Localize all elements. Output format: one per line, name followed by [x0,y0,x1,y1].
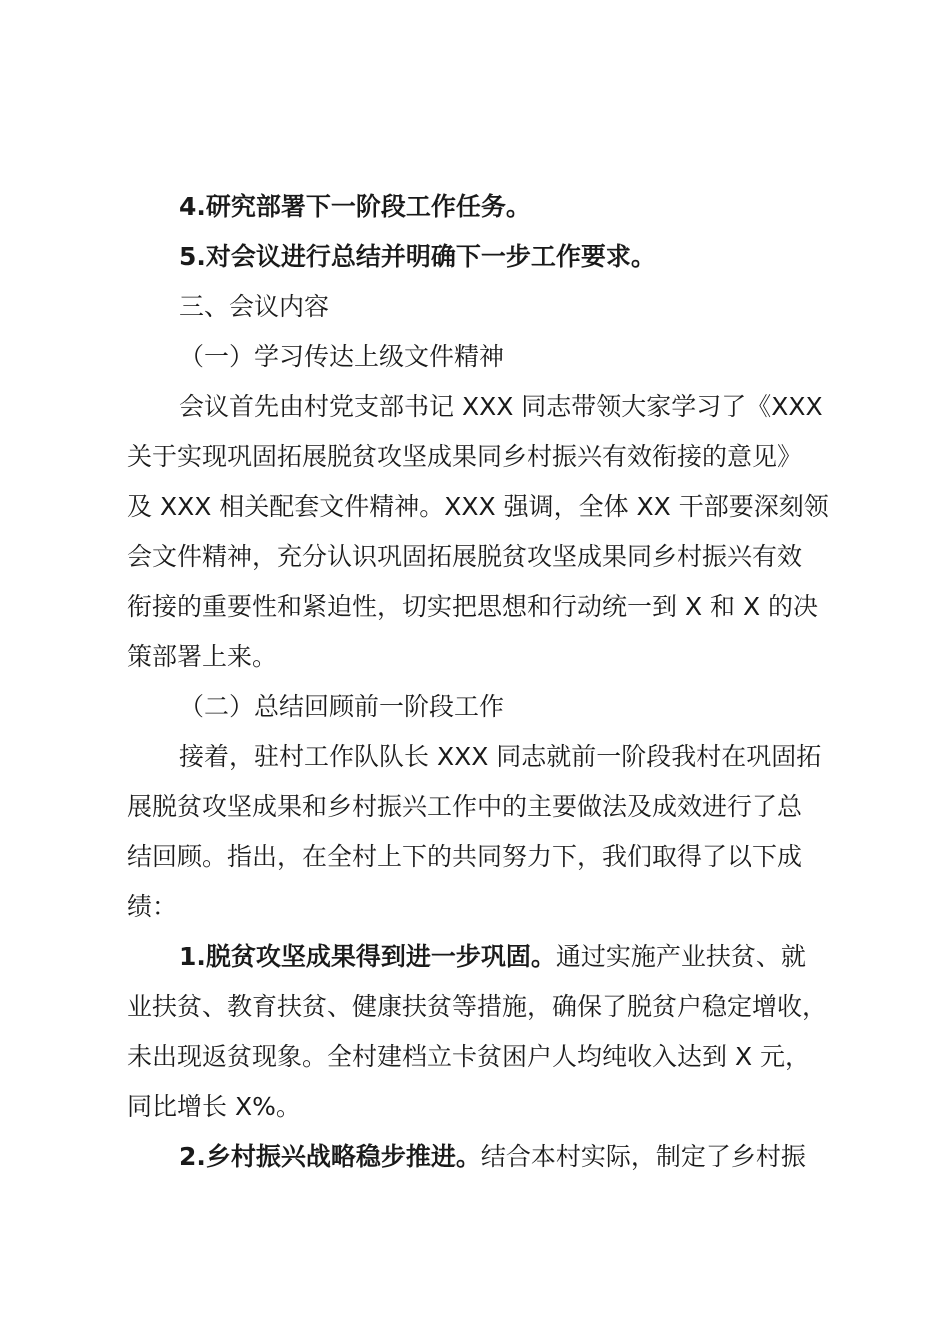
achievement-2-title: 2.乡村振兴战略稳步推进。 [179,1142,481,1171]
task-item-4: 4.研究部署下一阶段工作任务。 [179,192,531,221]
section-heading-meeting-content: 三、会议内容 [179,292,330,321]
paragraph-line: 衔接的重要性和紧迫性，切实把思想和行动统一到 X 和 X 的决 [127,592,819,621]
achievement-1-text: 通过实施产业扶贫、就 [555,942,806,971]
paragraph-line: 结回顾。指出，在全村上下的共同努力下，我们取得了以下成 [127,842,803,871]
paragraph-line: 及 XXX 相关配套文件精神。XXX 强调，全体 XX 干部要深刻领 [127,492,829,521]
paragraph-line: 策部署上来。 [127,642,278,671]
task-item-5: 5.对会议进行总结并明确下一步工作要求。 [179,242,656,271]
paragraph-line: 会文件精神，充分认识巩固拓展脱贫攻坚成果同乡村振兴有效 [127,542,803,571]
paragraph-line: 绩： [127,892,178,921]
subsection-heading-2: （二）总结回顾前一阶段工作 [179,692,505,721]
paragraph-line: 关于实现巩固拓展脱贫攻坚成果同乡村振兴有效衔接的意见》 [127,442,803,471]
paragraph-line: 接着，驻村工作队队长 XXX 同志就前一阶段我村在巩固拓 [179,742,822,771]
paragraph-line: 会议首先由村党支部书记 XXX 同志带领大家学习了《XXX [179,392,823,421]
subsection-heading-1: （一）学习传达上级文件精神 [179,342,505,371]
paragraph-line: 未出现返贫现象。全村建档立卡贫困户人均纯收入达到 X 元， [127,1042,811,1071]
achievement-2-line [179,1132,806,1182]
achievement-2-text: 结合本村实际，制定了乡村振 [480,1142,806,1171]
achievement-1-line [179,932,806,982]
paragraph-line: 业扶贫、教育扶贫、健康扶贫等措施，确保了脱贫户稳定增收， [127,992,828,1021]
paragraph-line: 展脱贫攻坚成果和乡村振兴工作中的主要做法及成效进行了总 [127,792,803,821]
paragraph-line: 同比增长 X%。 [127,1092,301,1121]
achievement-1-title: 1.脱贫攻坚成果得到进一步巩固。 [179,942,556,971]
